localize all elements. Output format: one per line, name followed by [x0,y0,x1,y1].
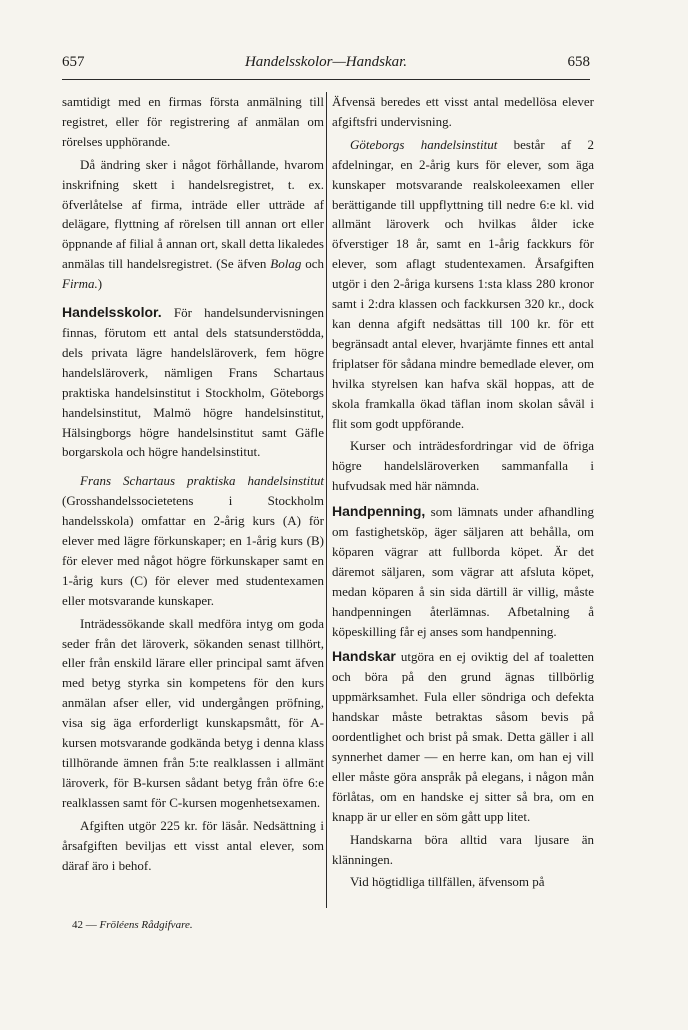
paragraph: Vid högtidliga tillfällen, äfvensom på [350,874,545,890]
running-title: Handelsskolor—Handskar. [244,54,408,70]
entry-text: utgöra en ej oviktig del af toaletten och böra på den grund ägnas tillbörlig uppmärksamhet. Fula eller söndriga och defekta handskar måste betraktas såsom bevis på oordentlighet och brist på smak. Detta gäller i all synnerhet damer — en herre kan, om han ej vill eller måste göra anspråk på elegans, i någon mån förlåtas, om en handske ej sitter så bra, om en knapp är ur eller en söm gått upp litet. [332,649,594,824]
entry-handskar [332,647,594,826]
column-divider [326,92,327,908]
page-number-left: 657 [62,54,85,70]
running-header [62,54,590,76]
paragraph: samtidigt med en firmas första anmälning till registret, eller för registrering af anmälan om rörelses upphörande. [62,94,324,149]
entry-headword: Handskar [332,648,396,665]
institution-name: Göteborgs handelsinstitut [350,136,498,152]
paragraph: Äfvensä beredes ett visst antal medellösa elever afgiftsfri undervisning. [332,94,594,129]
paragraph: Inträdessökande skall medföra intyg om goda seder från det läroverk, sökanden senast tillhört, eller från enskild lärare eller principal samt äfven med betyg styrka sin kompetens för den kurs anmälan afser eller, vid undergången pröfning, visa sig äga erforderligt kunskapsmått, för A-kursen motsvarande godkända betyg i denna klass tillhörande ämnen från 5:te realklassen i allmänt läroverk, för B-kursen sådant betyg från öfre 6:e realklassen samt för C-kursen mogenhetsexamen. [62,615,324,810]
paragraph-text: (Grosshandelssocietetens i Stockholm handelsskola) omfattar en 2-årig kurs (A) för elever med lägre förkunskaper; en 1-årig kurs (B) för elever med något högre förkunskaper samt en 1-årig kurs (C) för elever med studentexamen eller motsvarande kunskaper. [62,493,324,608]
paragraph-text: och [301,256,324,272]
cross-reference: Bolag [270,256,302,272]
entry-text: För handelsundervisningen finnas, förutom ett antal dels statsunderstödda, dels privata lägre handelsläroverk, fem högre handelsläroverk, nämligen Frans Schartaus praktiska handelsinstitut i Stockholm, Göteborgs handelsinstitut, Malmö högre handelsinstitut, Hälsingborgs högre handelsinstitut samt Gäfle borgarskola och högre handelsinstitut. [62,305,324,460]
paragraph [62,155,324,294]
paragraph-text: ) [97,276,103,292]
paragraph [62,471,324,610]
signature-title: Fröléens Rådgifvare. [99,919,193,931]
paragraph: Handskarna böra alltid vara ljusare än klänningen. [332,831,594,867]
signature-number: 42 — [72,919,97,931]
entry-text: som lämnats under afhandling om fastighetsköp, äger säljaren att behålla, om köparen vägrar att fullborda köpet. Är det däremot säljaren, som vägrar att afsluta köpet, medan köparen å sin sida därtill är villig, måste handpenningen återlämnas. Afbetalning å köpeskilling får ej anses som handpenning. [332,504,594,639]
paragraph-text: består af 2 afdelningar, en 2-årig kurs för elever, som äga kunskaper motsvarande realskoleexamen eller berättigande till uppflyttning till nedre 6:e kl. vid allmänt läroverk och hvilkas ålder icke öfverstiger 18 år, samt en 1-årig fackkurs för elever, som aflagt studentexamen. Årsafgiften utgör i den 2-åriga kursens 1:sta klass 280 kronor samt i 2:dra klassen och fackkursen 320 kr., dock kan denna afgift nedsättas till 100 kr. för ett begränsadt antal elever, hvarjämte finnes ett antal friplatser för sådana mindre bemedlade elever, om hvilka styrelsen kan hafva skäl hoppas, att de skola framkalla ökad täflan inom skolan såväl i flit som godt uppförande. [332,136,594,431]
paragraph: Afgiften utgör 225 kr. för läsår. Nedsättning i årsafgiften beviljas ett visst antal elever, som däraf äro i behof. [62,817,324,873]
paragraph: Kurser och inträdesfordringar vid de öfriga högre handelsläroverken sammanfalla i hufvudsak med här nämnda. [332,438,594,494]
entry-handpenning [332,502,594,641]
entry-headword: Handelsskolor. [62,304,162,321]
entry-handelsskolor [62,303,324,462]
signature-footer [72,919,193,931]
cross-reference: Firma. [62,276,98,292]
right-column [332,92,594,892]
page-number-right: 658 [567,54,590,70]
paragraph-text: Då ändring sker i något förhållande, hvarom inskrifning skett i handelsregistret, t. ex. öfverlåtelse af firma, inträde eller utträde af delägare, flyttning af rörelsen till annan ort eller öppnande af filial å annan ort, skall detta likaledes anmälas till handelsregistret. (Se äfven [62,156,324,272]
header-rule [62,79,590,80]
institution-name: Frans Schartaus praktiska handelsinstitut [80,473,324,489]
paragraph [332,135,594,434]
entry-headword: Handpenning, [332,503,426,520]
left-column [62,92,324,875]
